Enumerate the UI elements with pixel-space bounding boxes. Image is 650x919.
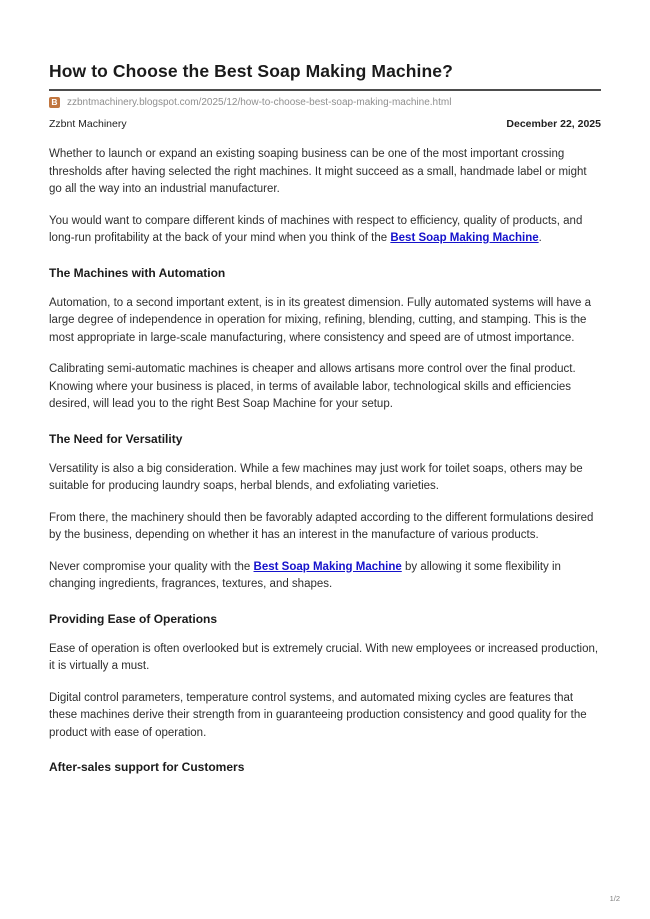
paragraph-ease-1 xyxy=(49,641,601,676)
paragraph-versatility-3 xyxy=(49,559,601,594)
paragraph-text: . xyxy=(538,232,542,244)
best-soap-making-machine-link[interactable]: Best Soap Making Machine xyxy=(253,560,402,573)
source-url-row xyxy=(49,96,601,109)
paragraph-text: From there, the machinery should then be favorably adapted according to the different formulations desired by the business, depending on whether it has an interest in the manufacture of various products. xyxy=(49,511,594,541)
page-number: 1/2 xyxy=(609,894,620,903)
blogger-icon: B xyxy=(49,97,60,108)
author-name: Zzbnt Machinery xyxy=(49,118,127,130)
paragraph-text: by allowing it some flexibility in changing ingredients, fragrances, textures, and shapes. xyxy=(49,560,561,590)
paragraph-automation-2 xyxy=(49,361,601,414)
paragraph-ease-2 xyxy=(49,690,601,743)
paragraph-text: Whether to launch or expand an existing soaping business can be one of the most important crossing thresholds after having selected the right machines. It might succeed as a small, handmade label or might go all the way into an industrial manufacturer. xyxy=(49,148,587,195)
best-soap-making-machine-link[interactable]: Best Soap Making Machine xyxy=(390,232,539,244)
byline-row xyxy=(49,118,601,131)
paragraph-text: Digital control parameters, temperature control systems, and automated mixing cycles are features that these machines derive their strength from in guaranteeing production consistency and good quality for the product with ease of operation. xyxy=(49,691,587,739)
paragraph-text: Calibrating semi-automatic machines is cheaper and allows artisans more control over the final product. Knowing where your business is placed, in terms of available labor, technological skills and efficiencies desired, will lead you to the right Best Soap Machine for your setup. xyxy=(49,363,576,410)
post-date: December 22, 2025 xyxy=(506,118,601,130)
paragraph-intro-1 xyxy=(49,146,601,199)
source-url: zzbntmachinery.blogspot.com/2025/12/how-to-choose-best-soap-making-machine.html xyxy=(67,97,452,108)
paragraph-text: Ease of operation is often overlooked but is extremely crucial. With new employees or increased production, it is virtually a must. xyxy=(49,642,599,672)
paragraph-automation-1 xyxy=(49,295,601,348)
paragraph-text: Automation, to a second important extent, is in its greatest dimension. Fully automated systems will have a large degree of independence in operation for mixing, refining, blending, cutting, and stamping. This is the most appropriate in large-scale manufacturing, where consistency and speed are of utmost importance. xyxy=(49,296,592,344)
paragraph-text: Versatility is also a big consideration. While a few machines may just work for toilet soaps, others may be suitable for producing laundry soaps, herbal blends, and exfoliating varieties. xyxy=(49,462,583,492)
title-divider xyxy=(49,89,601,91)
paragraph-text: Never compromise your quality with the xyxy=(49,560,254,573)
section-heading-versatility: The Need for Versatility xyxy=(49,431,183,446)
paragraph-versatility-1 xyxy=(49,461,601,496)
article-body xyxy=(49,146,601,774)
paragraph-versatility-2 xyxy=(49,510,601,545)
page-title: How to Choose the Best Soap Making Machine? xyxy=(49,61,453,81)
section-heading-after-sales: After-sales support for Customers xyxy=(49,760,245,774)
paragraph-intro-2 xyxy=(49,213,601,248)
section-heading-ease-of-operations: Providing Ease of Operations xyxy=(49,611,218,626)
section-heading-automation: The Machines with Automation xyxy=(49,265,226,280)
paragraph-text: You would want to compare different kinds of machines with respect to efficiency, quality of products, and long-run profitability at the back of your mind when you think of the xyxy=(49,214,583,244)
